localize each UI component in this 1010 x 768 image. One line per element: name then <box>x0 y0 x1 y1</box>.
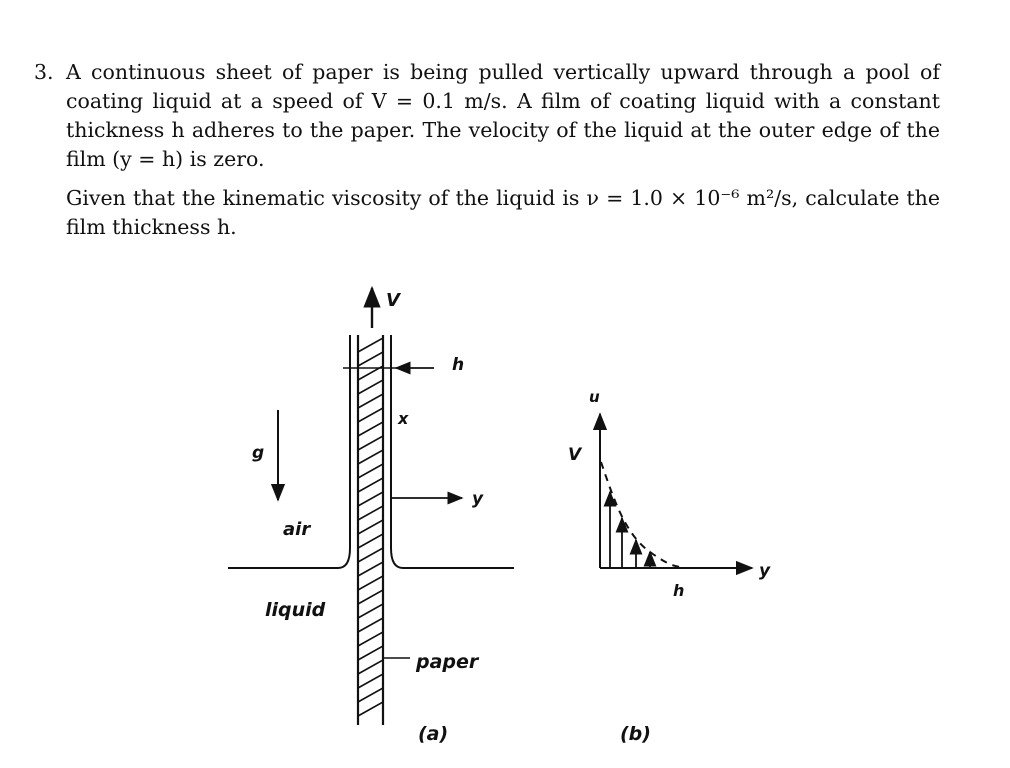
label-V-b: V <box>568 445 582 465</box>
label-h-b: h <box>673 581 685 600</box>
figure-a <box>228 288 514 745</box>
label-y-b: y <box>759 561 771 581</box>
problem-text-1: A continuous sheet of paper is being pulled vertically upward through a pool of coating liquid at a speed of V = 0.1 m/s. A film of coating liquid with a constant thickness h adheres to the paper. The velocity of the liquid at the outer edge of the film (y = h) is zero. <box>66 60 940 171</box>
label-u: u <box>589 388 600 406</box>
paper-sheet <box>358 335 383 725</box>
label-x: x <box>398 409 409 428</box>
coating-film <box>228 335 514 568</box>
velocity-profile-curve <box>601 462 680 567</box>
label-y: y <box>472 489 484 509</box>
label-air: air <box>283 519 311 540</box>
label-V: V <box>386 290 400 311</box>
caption-a: (a) <box>418 723 449 745</box>
label-paper: paper <box>416 651 479 673</box>
caption-b: (b) <box>620 723 651 745</box>
figure-b <box>568 388 771 745</box>
label-g: g <box>252 443 265 463</box>
label-h: h <box>452 355 465 375</box>
problem-number: 3. <box>34 60 54 84</box>
label-liquid: liquid <box>265 599 326 621</box>
problem-text-2: Given that the kinematic viscosity of the liquid is ν = 1.0 × 10⁻⁶ m²/s, calculate the film thickness h. <box>66 186 940 239</box>
